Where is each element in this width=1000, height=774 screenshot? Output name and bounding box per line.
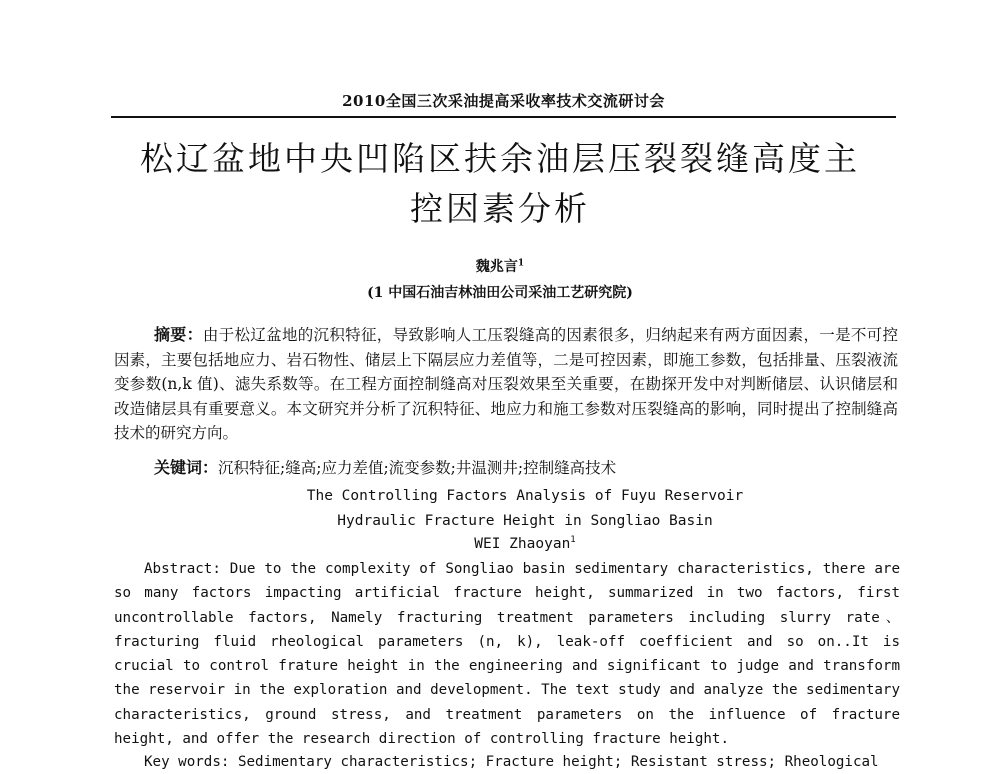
- paper-title: [100, 134, 900, 234]
- chinese-abstract-label: 摘要：: [154, 325, 203, 344]
- chinese-abstract: [114, 323, 898, 446]
- affiliation: (1 中国石油吉林油田公司采油工艺研究院): [367, 285, 633, 301]
- english-abstract: Abstract: Due to the complexity of Songliao basin sedimentary characteristics, there are so many factors impacting artificial fracture height, summarized in two factors, first uncontrollable factors, Namely fracturing treatment parameters including slurry rate、 fracturing fluid rheological parameters (n, k), leak-off coefficient and so on..It is crucial to control frature height in the engineering and significant to judge and transform the reservoir in the exploration and development. The text study and analyze the sedimentary characteristics, ground stress, and treatment parameters on the influence of fracture height, and offer the research direction of controlling fracture height.: [114, 561, 900, 748]
- author-affiliation-mark: 1: [517, 258, 525, 269]
- chinese-keywords: [154, 456, 898, 480]
- english-author-name: WEI Zhaoyan: [474, 535, 571, 552]
- chinese-keywords-text: 沉积特征;缝高;应力差值;流变参数;井温测井;控制缝高技术: [218, 459, 617, 477]
- paper-title-line-1: 松辽盆地中央凹陷区扶余油层压裂裂缝高度主: [140, 139, 860, 178]
- english-keywords: Key words: Sedimentary characteristics; Fracture height; Resistant stress; Rheological: [144, 754, 879, 770]
- header-rule: [111, 116, 896, 118]
- author-name: 魏兆言: [475, 259, 518, 275]
- english-title-line-1: The Controlling Factors Analysis of Fuyu Reservoir: [306, 488, 744, 504]
- english-author: [100, 535, 950, 552]
- english-title-line-2: Hydraulic Fracture Height in Songliao Basin: [337, 513, 713, 529]
- chinese-abstract-text: 由于松辽盆地的沉积特征，导致影响人工压裂缝高的因素很多，归纳起来有两方面因素，一是不可控因素，主要包括地应力、岩石物性、储层上下隔层应力差值等，二是可控因素，即施工参数，包括排量、压裂液流变参数(n,k 值)、滤失系数等。在工程方面控制缝高对压裂效果至关重要，在勘探开发中对判断储层、认识储层和改造储层具有重要意义。本文研究并分析了沉积特征、地应力和施工参数对压裂缝高的影响，同时提出了控制缝高技术的研究方向。: [114, 326, 898, 442]
- chinese-keywords-label: 关键词：: [154, 458, 219, 477]
- running-header: 2010全国三次采油提高采收率技术交流研讨会: [342, 92, 665, 110]
- english-author-mark: 1: [570, 535, 576, 545]
- english-title: [100, 484, 950, 534]
- author: [100, 256, 900, 276]
- paper-title-line-2: 控因素分析: [410, 189, 590, 228]
